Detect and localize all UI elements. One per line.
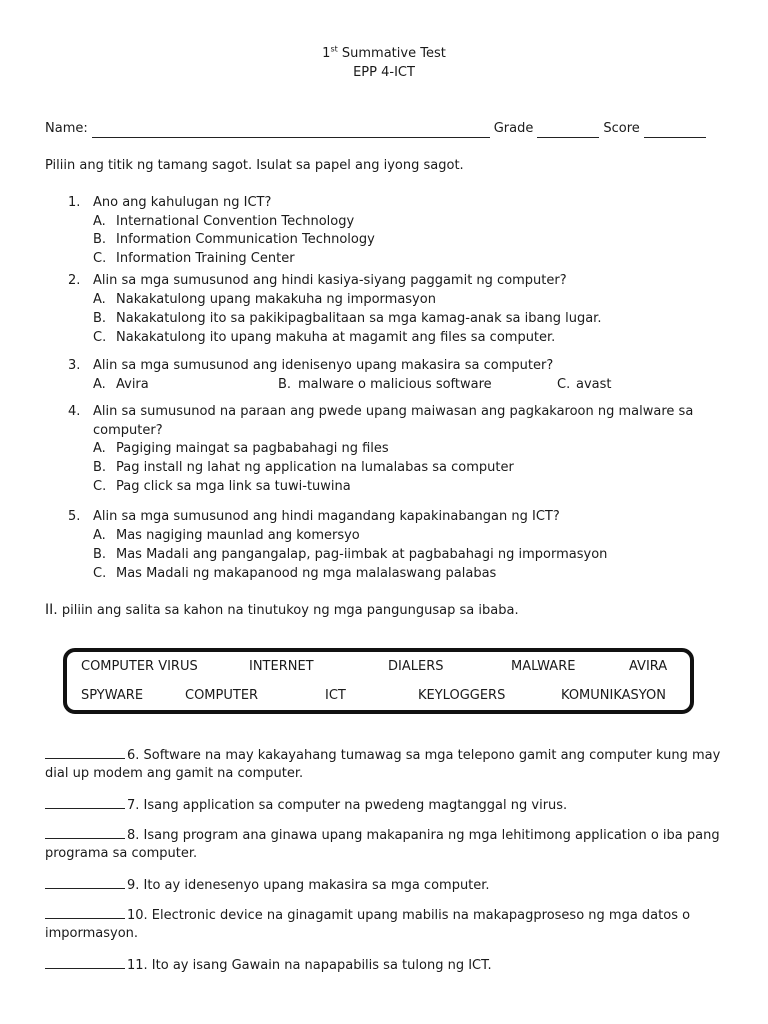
choice-letter: C. bbox=[93, 479, 107, 494]
choice-letter: A. bbox=[93, 292, 106, 307]
choice-text: Pag install ng lahat ng application na lumalabas sa computer bbox=[116, 460, 514, 475]
question-number: 3. bbox=[68, 358, 81, 373]
fill-item bbox=[45, 824, 720, 845]
page-subtitle: EPP 4-ICT bbox=[353, 65, 415, 80]
fill-item-text: 10. Electronic device na ginagamit upang mabilis na makapagproseso ng mga datos o bbox=[127, 908, 691, 923]
choice-letter: B. bbox=[93, 311, 107, 326]
choice-text: Mas Madali ang pangangalap, pag-iimbak at pagbabahagi ng impormasyon bbox=[116, 547, 608, 562]
question-text-continued: computer? bbox=[93, 423, 163, 438]
choice-text: Avira bbox=[116, 377, 149, 392]
choice-letter: C. bbox=[93, 330, 107, 345]
score-blank[interactable] bbox=[644, 123, 706, 138]
choice-text: Mas Madali ng makapanood ng mga malalaswang palabas bbox=[116, 566, 497, 581]
fill-item-continued: programa sa computer. bbox=[45, 846, 198, 861]
fill-item bbox=[45, 744, 720, 765]
choice-text: International Convention Technology bbox=[116, 214, 355, 229]
fill-item-continued: dial up modem ang gamit na computer. bbox=[45, 766, 304, 781]
question-number: 2. bbox=[68, 273, 81, 288]
name-label: Name: bbox=[45, 121, 88, 136]
word-choice: ICT bbox=[325, 688, 346, 703]
instructions-part1: Piliin ang titik ng tamang sagot. Isulat sa papel ang iyong sagot. bbox=[45, 158, 464, 173]
section-two-instruction bbox=[45, 601, 519, 620]
title-ordinal: st bbox=[330, 44, 338, 54]
word-choice: KEYLOGGERS bbox=[418, 688, 506, 703]
question-number: 4. bbox=[68, 404, 81, 419]
choice-letter: A. bbox=[93, 441, 106, 456]
student-info-row bbox=[45, 119, 710, 138]
choice-letter: A. bbox=[93, 214, 106, 229]
fill-item bbox=[45, 874, 490, 895]
choice-text: Mas nagiging maunlad ang komersyo bbox=[116, 528, 360, 543]
page-title bbox=[0, 44, 768, 63]
choice-text: Information Training Center bbox=[116, 251, 295, 266]
choice-text: malware o malicious software bbox=[298, 377, 492, 392]
choice-letter: A. bbox=[93, 528, 106, 543]
answer-blank[interactable] bbox=[45, 744, 125, 759]
grade-label: Grade bbox=[493, 121, 534, 136]
choice-text: Pagiging maingat sa pagbabahagi ng files bbox=[116, 441, 389, 456]
choice-text: Pag click sa mga link sa tuwi-tuwina bbox=[116, 479, 351, 494]
section-roman-numeral: II. bbox=[45, 602, 58, 618]
choice-letter: C. bbox=[93, 251, 107, 266]
question-number: 5. bbox=[68, 509, 81, 524]
answer-blank[interactable] bbox=[45, 904, 125, 919]
fill-item bbox=[45, 954, 492, 975]
choice-letter: B. bbox=[93, 232, 107, 247]
question-text: Alin sa sumusunod na paraan ang pwede upang maiwasan ang pagkakaroon ng malware sa bbox=[93, 404, 694, 419]
choice-letter: B. bbox=[278, 377, 292, 392]
fill-item-continued: impormasyon. bbox=[45, 926, 139, 941]
answer-blank[interactable] bbox=[45, 794, 125, 809]
choice-text: Nakakatulong upang makakuha ng impormasyon bbox=[116, 292, 436, 307]
word-choice: SPYWARE bbox=[81, 688, 144, 703]
word-choice: AVIRA bbox=[629, 659, 668, 674]
word-choice: MALWARE bbox=[511, 659, 576, 674]
question-text: Ano ang kahulugan ng ICT? bbox=[93, 195, 272, 210]
word-choice: KOMUNIKASYON bbox=[561, 688, 666, 703]
fill-item-text: 7. Isang application sa computer na pwedeng magtanggal ng virus. bbox=[127, 798, 568, 813]
choice-text: Information Communication Technology bbox=[116, 232, 375, 247]
choice-letter: A. bbox=[93, 377, 106, 392]
grade-blank[interactable] bbox=[537, 123, 599, 138]
question-text: Alin sa mga sumusunod ang hindi kasiya-siyang paggamit ng computer? bbox=[93, 273, 567, 288]
fill-item-text: 11. Ito ay isang Gawain na napapabilis sa tulong ng ICT. bbox=[127, 958, 492, 973]
word-choice: INTERNET bbox=[249, 659, 314, 674]
question-text: Alin sa mga sumusunod ang idenisenyo upang makasira sa computer? bbox=[93, 358, 554, 373]
fill-item bbox=[45, 794, 567, 815]
choice-text: Nakakatulong ito sa pakikipagbalitaan sa mga kamag-anak sa ibang lugar. bbox=[116, 311, 602, 326]
question-text: Alin sa mga sumusunod ang hindi magandang kapakinabangan ng ICT? bbox=[93, 509, 560, 524]
choice-text: avast bbox=[576, 377, 612, 392]
answer-blank[interactable] bbox=[45, 954, 125, 969]
choice-text: Nakakatulong ito upang makuha at magamit ang files sa computer. bbox=[116, 330, 556, 345]
word-choice: COMPUTER bbox=[185, 688, 259, 703]
fill-item-text: 6. Software na may kakayahang tumawag sa mga telepono gamit ang computer kung may bbox=[127, 748, 721, 763]
question-number: 1. bbox=[68, 195, 81, 210]
choice-letter: B. bbox=[93, 460, 107, 475]
word-choice: DIALERS bbox=[388, 659, 444, 674]
word-choice: COMPUTER VIRUS bbox=[81, 659, 198, 674]
fill-item-text: 8. Isang program ana ginawa upang makapanira ng mga lehitimong application o iba pang bbox=[127, 828, 720, 843]
choice-letter: B. bbox=[93, 547, 107, 562]
answer-blank[interactable] bbox=[45, 824, 125, 839]
answer-blank[interactable] bbox=[45, 874, 125, 889]
fill-item-text: 9. Ito ay idenesenyo upang makasira sa mga computer. bbox=[127, 878, 490, 893]
choice-letter: C. bbox=[557, 377, 571, 392]
name-blank[interactable] bbox=[92, 123, 490, 138]
title-number: 1 bbox=[322, 46, 331, 61]
choice-letter: C. bbox=[93, 566, 107, 581]
score-label: Score bbox=[603, 121, 640, 136]
section-instruction-text: piliin ang salita sa kahon na tinutukoy ng mga pangungusap sa ibaba. bbox=[57, 603, 519, 618]
fill-item bbox=[45, 904, 690, 925]
title-text: Summative Test bbox=[337, 46, 446, 61]
